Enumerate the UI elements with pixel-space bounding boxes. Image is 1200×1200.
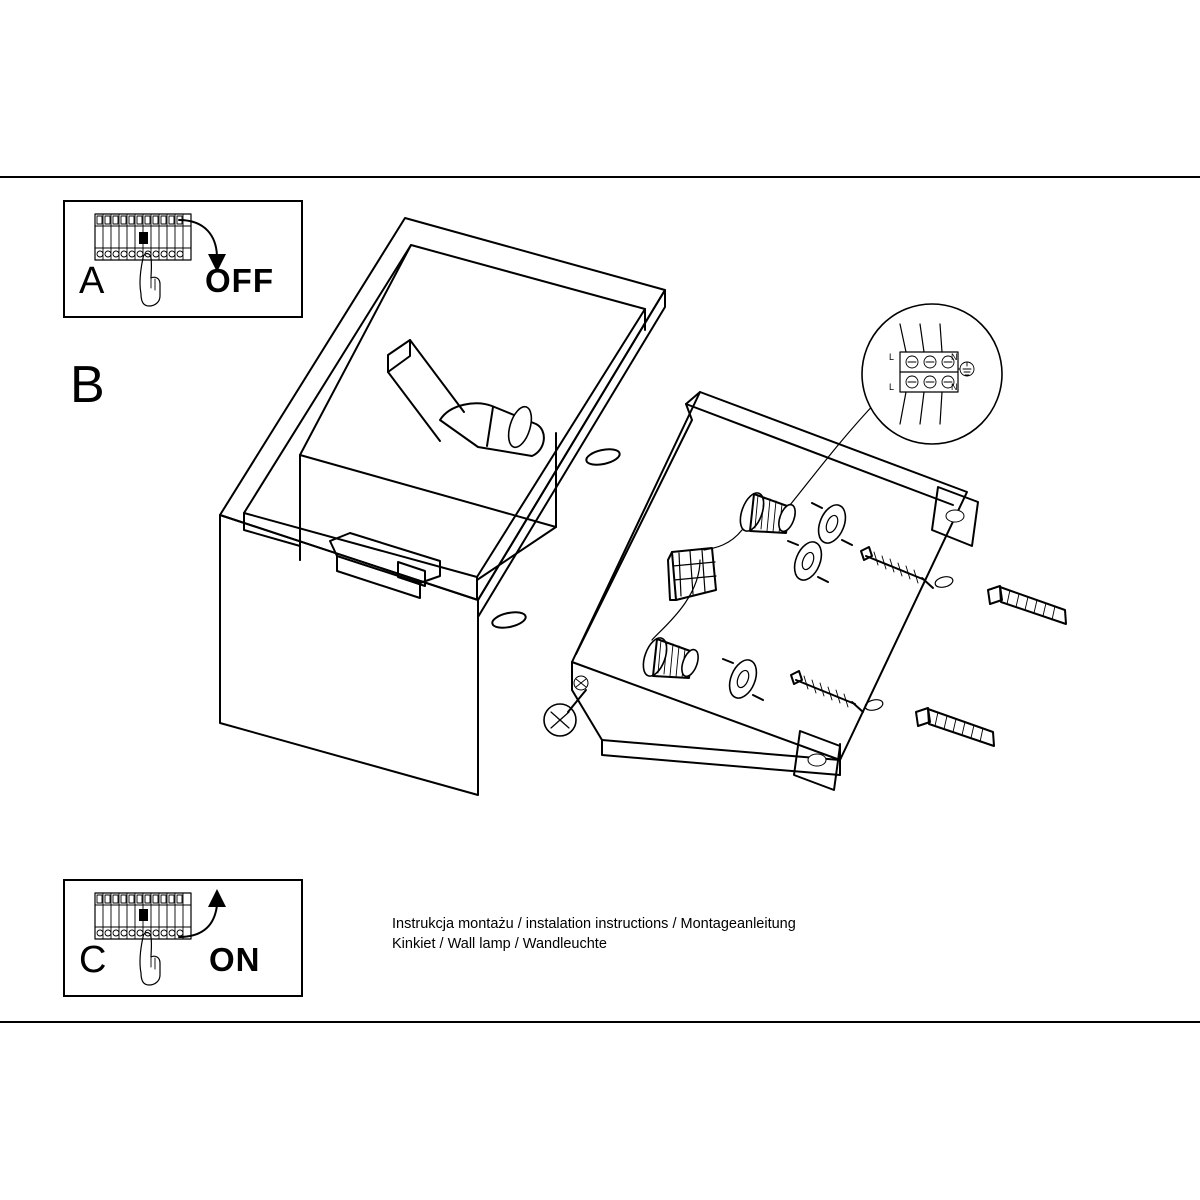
circuit-breaker-icon: [95, 893, 191, 939]
caption-line-2: Kinkiet / Wall lamp / Wandleuchte: [392, 936, 607, 952]
detail-label-l-top: L: [889, 352, 895, 362]
detail-label-l-bottom: L: [889, 382, 895, 392]
detail-label-n-top: N: [951, 352, 958, 362]
wiring-detail-bubble: [862, 304, 1002, 444]
wing-nut-upper-1: [812, 501, 852, 547]
wall-anchor-upper: [988, 586, 1066, 624]
step-a-panel: [63, 200, 303, 318]
wing-nut-lower: [723, 656, 763, 702]
caption-line-1: Instrukcja montażu / instalation instructions / Montageanleitung: [392, 916, 796, 932]
circuit-breaker-icon: [95, 214, 191, 260]
step-c-state-label: ON: [209, 941, 261, 978]
screw-upper: [861, 547, 933, 588]
curved-arrow-up-icon: [179, 889, 226, 937]
detail-leader-line: [790, 400, 878, 505]
screw-lower: [791, 671, 863, 712]
step-b-letter: B: [70, 356, 106, 414]
step-a-state-label: OFF: [205, 262, 274, 299]
step-c-letter: C: [79, 939, 107, 981]
threaded-nipple-upper: [704, 490, 798, 550]
step-a-letter: A: [79, 260, 105, 302]
detail-label-n-bottom: N: [951, 382, 958, 392]
mounting-bracket-plate: [572, 392, 978, 790]
wing-nut-upper-2: [788, 538, 828, 584]
step-c-panel: [63, 879, 303, 997]
hand-pointing-up-icon: [140, 254, 160, 307]
hand-pointing-up-icon: [140, 933, 160, 986]
wall-anchor-lower: [916, 708, 994, 746]
